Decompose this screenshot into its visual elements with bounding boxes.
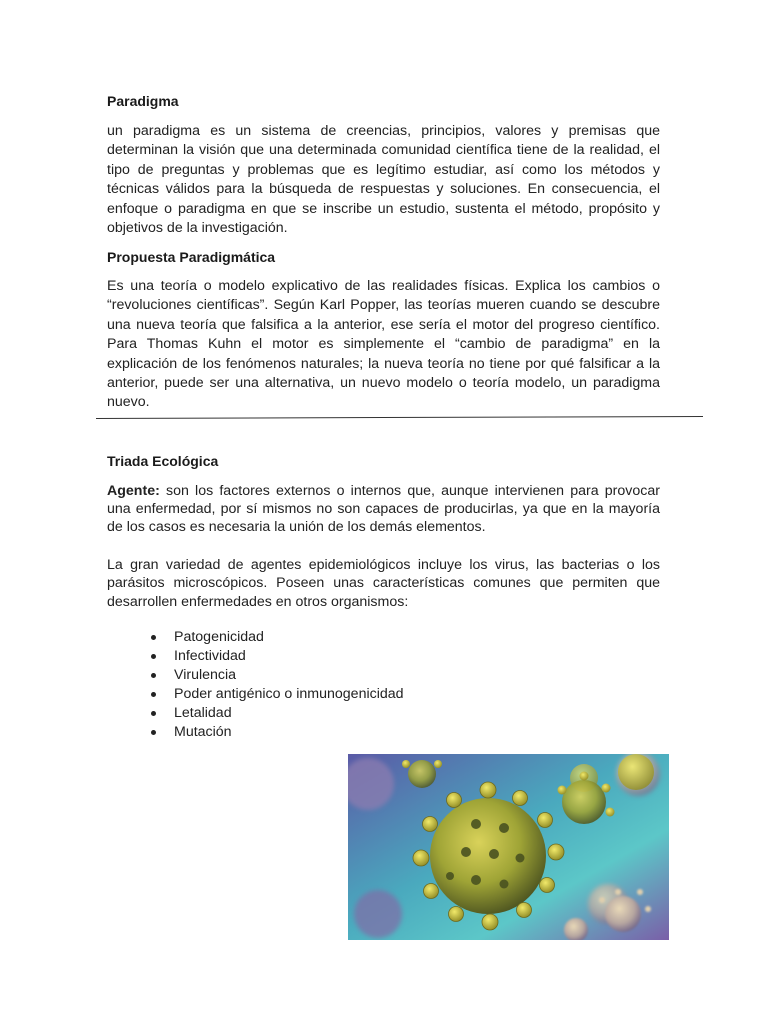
section-heading-paradigma: Paradigma — [107, 93, 179, 109]
bullet-icon — [151, 730, 156, 735]
characteristics-list — [150, 628, 404, 742]
list-item: Mutación — [150, 723, 404, 742]
bullet-icon — [151, 635, 156, 640]
list-item: Patogenicidad — [150, 628, 404, 647]
list-item: Infectividad — [150, 647, 404, 666]
section-heading-triada: Triada Ecológica — [107, 453, 219, 469]
agente-paragraph — [107, 482, 660, 537]
bullet-icon — [151, 692, 156, 697]
coronavirus-image — [348, 754, 669, 940]
list-item: Virulencia — [150, 666, 404, 685]
paradigma-paragraph: un paradigma es un sistema de creencias, principios, valores y premisas que determinan la visión que una determinada comunidad científica tiene de la realidad, el tipo de preguntas y problemas que es legítimo estudiar, así como los métodos y técnicas válidos para la búsqueda de respuestas y soluciones. En consecuencia, el enfoque o paradigma en que se inscribe un estudio, sustenta el método, propósito y objetivos de la investigación. — [107, 123, 660, 237]
agente-label: Agente: — [107, 483, 160, 499]
section-heading-propuesta: Propuesta Paradigmática — [107, 249, 276, 265]
bullet-icon — [151, 711, 156, 716]
agente-text: son los factores externos o internos que, aunque intervienen para provocar una enfermedad, por sí mismos no son capaces de producirlas, ya que en la mayoría de los casos es necesaria la unión de los demás elementos. — [107, 483, 660, 536]
list-item: Poder antigénico o inmunogenicidad — [150, 685, 404, 704]
variedad-paragraph: La gran variedad de agentes epidemiológicos incluye los virus, las bacterias o los parásitos microscópicos. Poseen unas características comunes que permiten que desarrollen enfermedades en otros organismos: — [107, 557, 660, 610]
bullet-icon — [151, 654, 156, 659]
bullet-icon — [151, 673, 156, 678]
horizontal-divider — [96, 416, 703, 419]
list-item: Letalidad — [150, 704, 404, 723]
propuesta-paragraph: Es una teoría o modelo explicativo de las realidades físicas. Explica los cambios o “revoluciones científicas”. Según Karl Popper, las teorías mueren cuando se descubre una nueva teoría que falsifica a la anterior, ese sería el motor del progreso científico. Para Thomas Kuhn el motor es simplemente el “cambio de paradigma” en la explicación de los fenómenos naturales; la nueva teoría no tiene por qué falsificar a la anterior, puede ser una alternativa, un nuevo modelo o teoría modelo, un paradigma nuevo. — [107, 278, 660, 411]
